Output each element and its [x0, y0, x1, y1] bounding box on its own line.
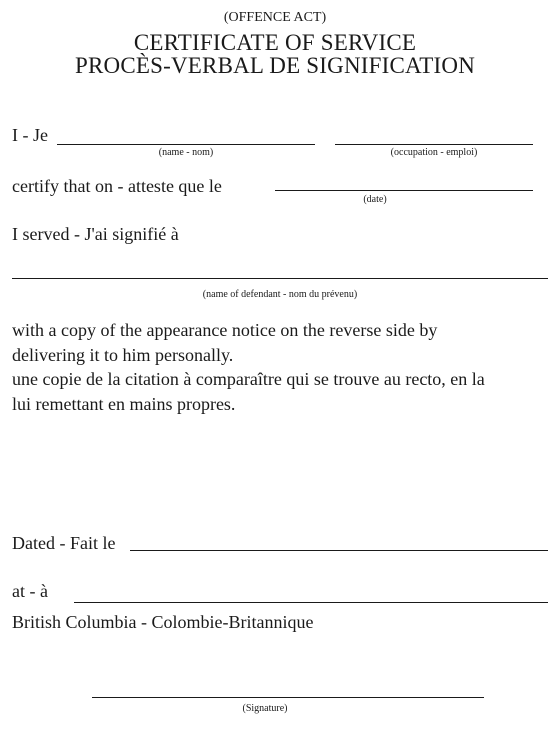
signature-caption: (Signature): [242, 703, 288, 714]
name-caption: (name - nom): [158, 147, 214, 158]
statement-fr-line-1: une copie de la citation à comparaître qui se trouve au recto, en la: [12, 369, 485, 389]
dated-field[interactable]: [130, 550, 548, 551]
defendant-caption: (name of defendant - nom du prévenu): [202, 289, 358, 300]
name-field[interactable]: [57, 144, 315, 145]
date-caption: (date): [363, 194, 387, 205]
act-heading: (OFFENCE ACT): [223, 10, 327, 25]
dated-label: Dated - Fait le: [12, 533, 116, 553]
occupation-field[interactable]: [335, 144, 533, 145]
title-english: CERTIFICATE OF SERVICE: [133, 30, 417, 55]
at-label: at - à: [12, 581, 48, 601]
province-label: British Columbia - Colombie-Britannique: [12, 612, 314, 632]
title-french: PROCÈS-VERBAL DE SIGNIFICATION: [75, 53, 475, 78]
statement-en-line-1: with a copy of the appearance notice on the reverse side by: [12, 320, 438, 340]
occupation-caption: (occupation - emploi): [390, 147, 478, 158]
i-label: I - Je: [12, 125, 48, 145]
certify-label: certify that on - atteste que le: [12, 176, 222, 196]
defendant-field[interactable]: [12, 278, 548, 279]
statement-en-line-2: delivering it to him personally.: [12, 344, 234, 365]
location-field[interactable]: [74, 602, 548, 603]
date-field[interactable]: [275, 190, 533, 191]
signature-field[interactable]: [92, 697, 484, 698]
statement-fr-line-2: lui remettant en mains propres.: [12, 393, 236, 414]
service-statement: [12, 318, 542, 416]
served-label: I served - J'ai signifié à: [12, 224, 179, 244]
